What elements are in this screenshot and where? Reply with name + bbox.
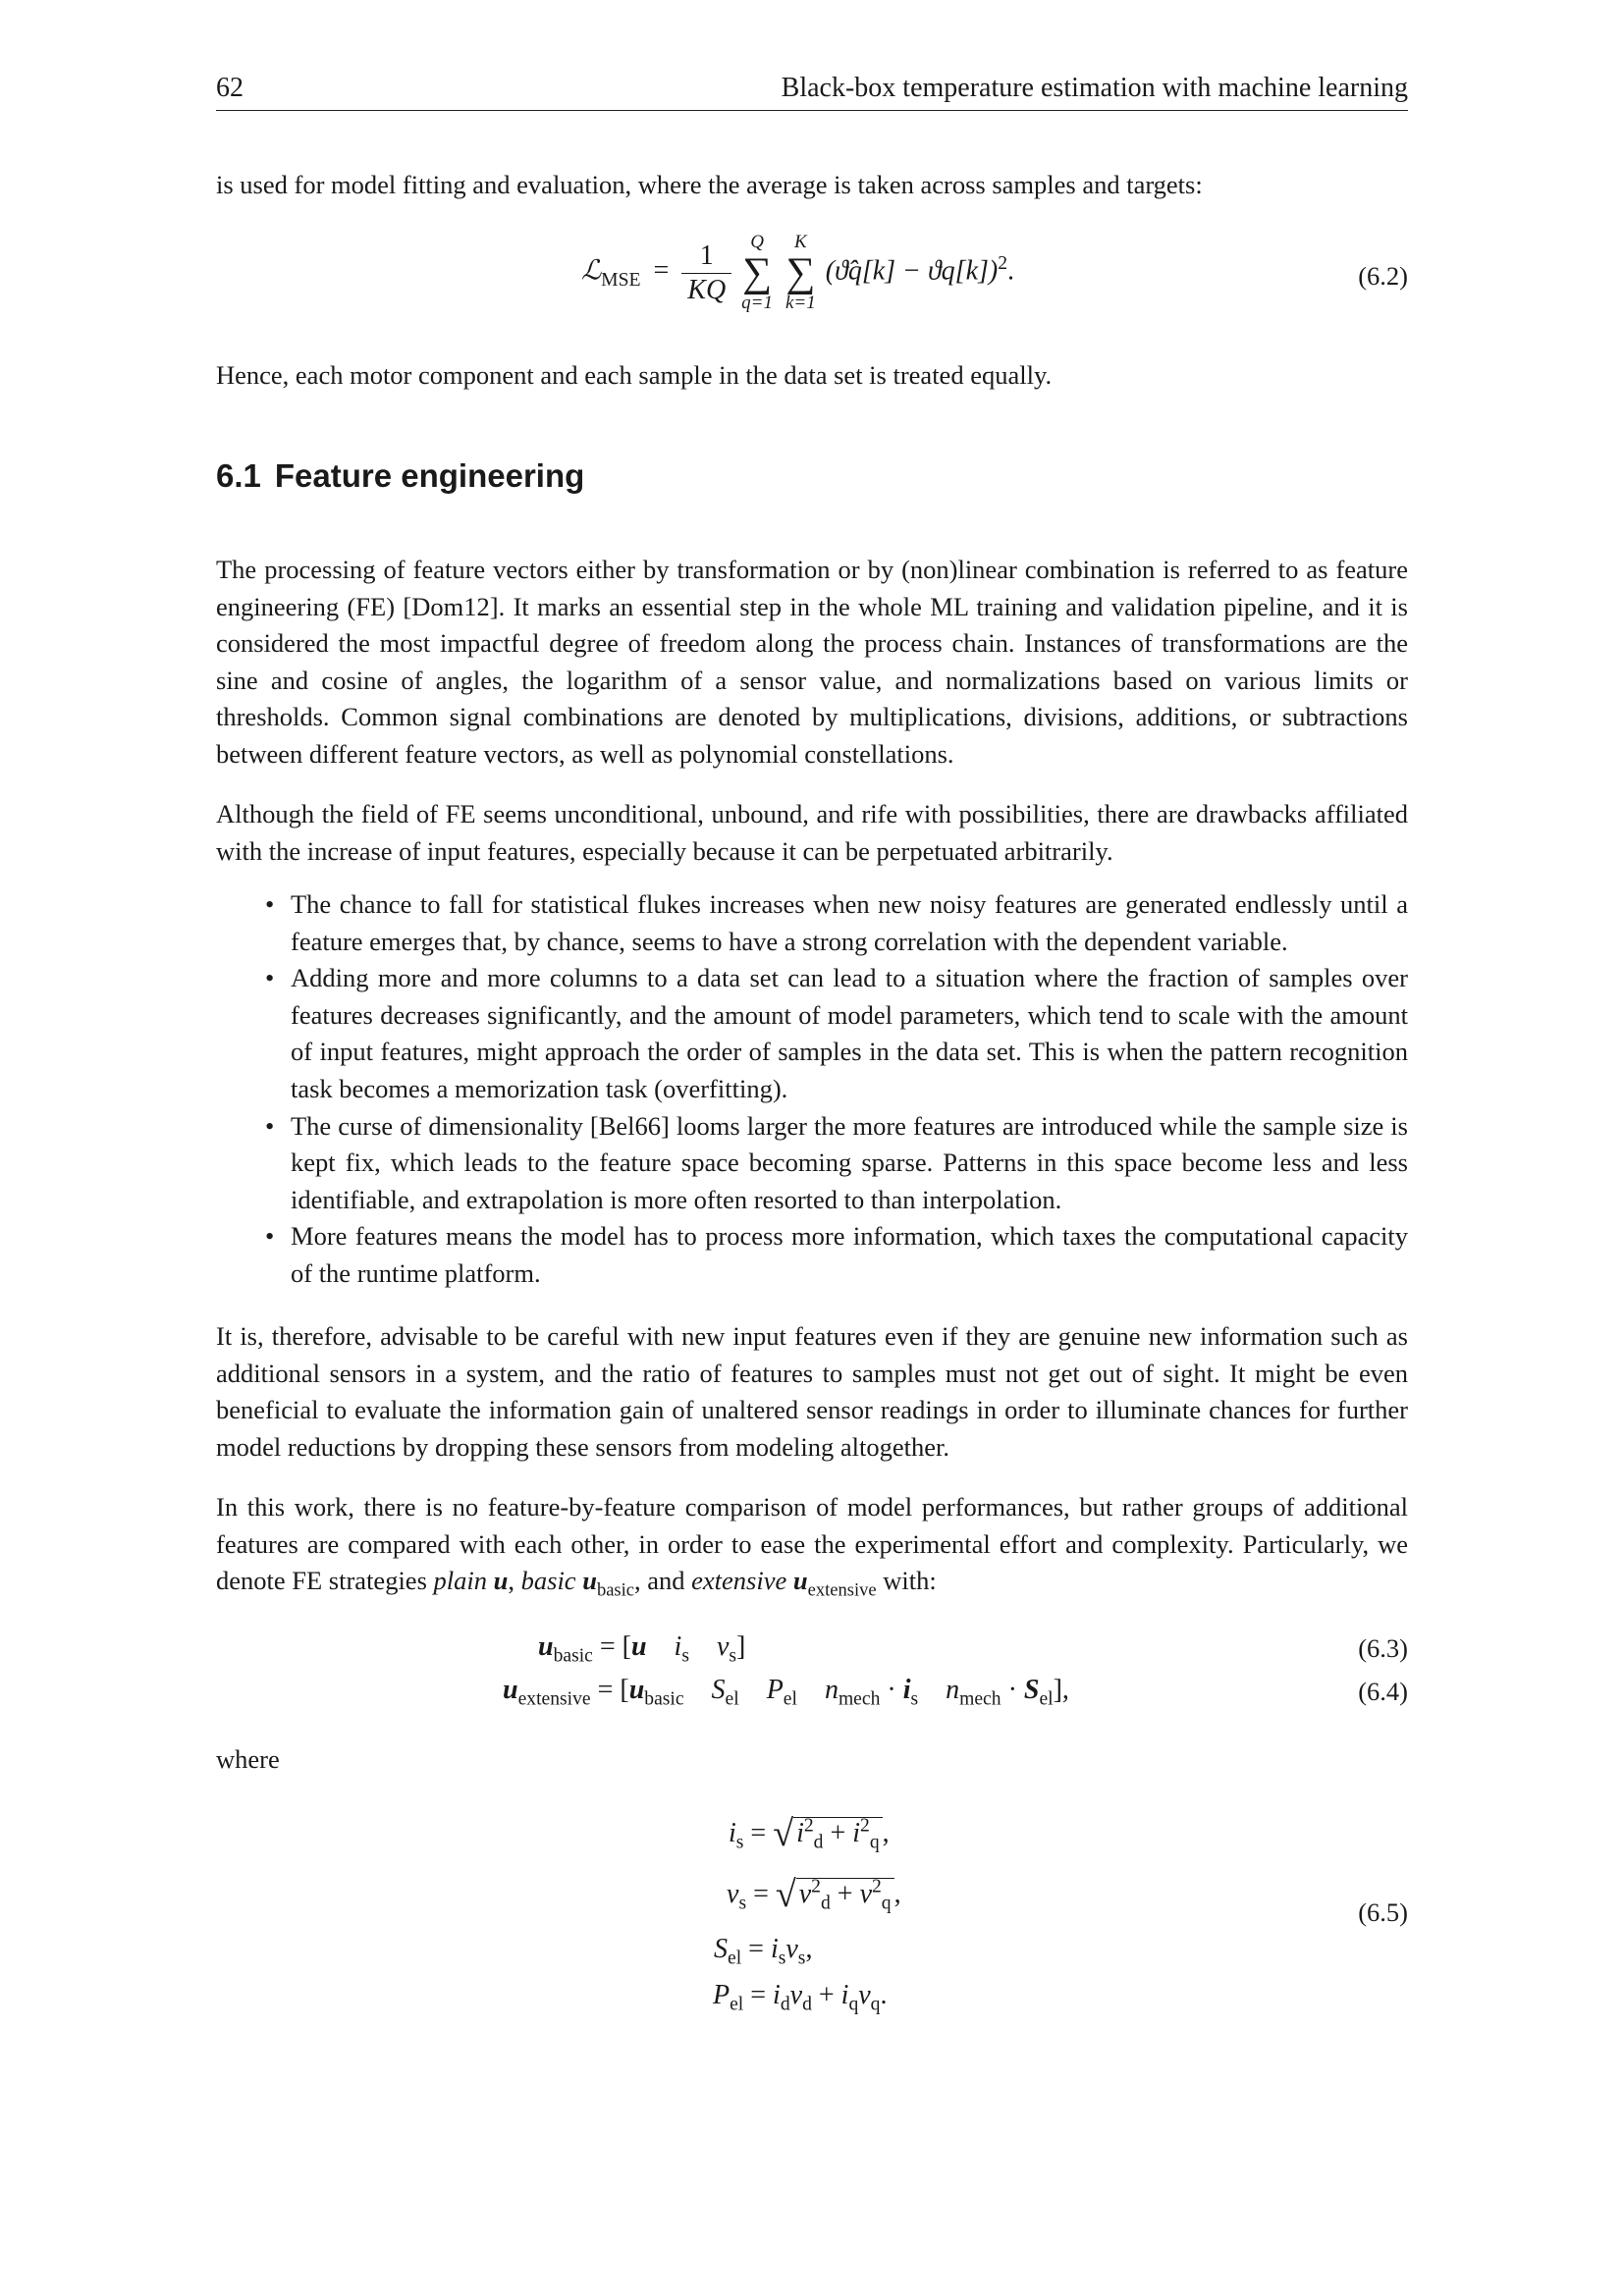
sum-k-lower: k=1 [785,293,816,313]
sigma-icon: ∑ [742,250,773,295]
section-title: Feature engineering [274,457,585,494]
sum-k-upper: K [794,232,807,252]
sum-body: (ϑ̂q[k] − ϑq[k]) [825,255,999,287]
equation-number-6-4: (6.4) [1358,1677,1408,1706]
list-item-text: The chance to fall for statistical flukes increases when new noisy features are generated endlessly until a feature emerges that, by chance, seems to have a strong correlation with the dependent variable. [291,889,1408,956]
list-item [216,1108,1408,1219]
paragraph-fe-definition: The processing of feature vectors either by transformation or by (non)linear combination is referred to as feature engineering (FE) [Dom12]. It marks an essential step in the whole ML training and validation pipeline, and it is considered the most impactful degree of freedom along the process chain. Instances of transformations are the sine and cosine of angles, the logarithm of a sensor value, and normalizations based on various limits or thresholds. Common signal combinations are denoted by multiplications, divisions, additions, or subtractions between different feature vectors, as well as polynomial constellations. [216,555,1408,769]
sum-q-lower: q=1 [741,293,773,313]
sum-over-k [785,232,816,314]
equation-6-3: $u_{basic} = [u$ $i_s$ $v_s$] [538,1631,746,1667]
list-item-text: Adding more and more columns to a data set can lead to a situation where the fraction of samples over features decreases significantly, and the amount of model parameters, which tend to scale with the amount of input features, might approach the order of samples in the data set. This is when the pattern recognition task becomes a memorization task (overfitting). [291,963,1408,1103]
after-equation-line: Hence, each motor component and each sample in the data set is treated equally. [216,360,1053,390]
equation-number-6-5: (6.5) [1358,1897,1408,1927]
sum-over-q [741,232,773,314]
strategies-end: with: [876,1566,937,1596]
sum-q-upper: Q [750,232,764,252]
fraction-numerator: 1 [681,240,731,274]
extensive-subscript: extensive [807,1579,877,1601]
paragraph-caution: It is, therefore, advisable to be careful with new input features even if they are genuine new information such as additional sensors in a system, and the ratio of features to samples must not get out of sight. It might be even beneficial to evaluate the information gain of unaltered sensor readings in order to illuminate chances for further model reductions by dropping these sensors from modeling altogether. [216,1321,1408,1462]
list-item [216,886,1408,960]
bullet-icon: • [265,963,275,993]
pel-definition: $P_{el} = i_dv_d + i_qv_q$. [713,1980,888,2015]
list-item-text: More features means the model has to process more information, which taxes the computational capacity of the runtime platform. [291,1221,1408,1288]
fraction [681,240,731,307]
separator: , [508,1566,521,1596]
list-item-text: The curse of dimensionality [Bel66] looms larger the more features are introduced while the sample size is kept fix, which leads to the feature space becoming sparse. Patterns in this space become less and less identifiable, and extrapolation is more often resorted to than interpolation. [291,1110,1408,1214]
extensive-label: extensive [691,1566,787,1596]
bullet-icon: • [265,1221,275,1252]
strategies-text: In this work, there is no feature-by-feature comparison of model performances, but rather groups of additional features are compared with each other, in order to ease the experimental effort and complexity. Particularly, we denote FE strategies [216,1492,1408,1596]
plain-label: plain [433,1566,487,1596]
bullet-icon: • [265,889,275,919]
section-heading [216,457,584,495]
intro-line: is used for model fitting and evaluation, where the average is taken across samples and targets: [216,170,1203,199]
list-item [216,960,1408,1107]
is-definition: $i_s$ = √ $i^2_d + i^2_q$ , [729,1813,890,1854]
bullet-icon: • [265,1110,275,1141]
vs-definition: $v_s$ = √ $v^2_d + v^2_q$ , [727,1874,901,1915]
equation-6-2: ℒ$_{MSE}$ = $\frac{1}{KQ}$ Q ∑ q=1 K ∑ k=1 (ϑ̂q[k] − ϑq[k])$^2$. [581,232,1015,313]
equation-number-6-3: (6.3) [1358,1633,1408,1663]
list-item [216,1218,1408,1292]
where-label: where [216,1744,280,1774]
square-exponent: 2 [998,253,1008,275]
section-number: 6.1 [216,457,261,494]
equation-number-6-2: (6.2) [1358,261,1408,291]
loss-symbol: ℒ [581,255,602,287]
paragraph-fe-strategies: In this work, there is no feature-by-feature comparison of model performances, but rather groups of additional features are compared with each other, in order to ease the experimental effort and complexity. Particularly, we denote FE strategies plain u, basic $u_{basic}$, and extensive $u_{extensive}$ with: [216,1492,1408,1601]
separator: , and [634,1566,692,1596]
sel-definition: $S_{el} = i_sv_s$, [714,1934,813,1969]
basic-label: basic [520,1566,576,1596]
page-number: 62 [216,73,244,103]
paragraph-fe-drawbacks: Although the field of FE seems unconditional, unbound, and rife with possibilities, there are drawbacks affiliated with the increase of input features, especially because it can be perpetuated arbitrarily. [216,799,1408,866]
running-title: Black-box temperature estimation with machine learning [781,73,1408,103]
running-header [216,71,1408,111]
fraction-denominator: KQ [687,274,727,305]
basic-subscript: basic [596,1579,635,1601]
drawback-list [216,886,1408,1293]
equation-6-4: $u_{extensive} = [u_{basic}$ $S_{el}$ $P_{el}$ $n_{mech} \cdot i_s$ $n_{mech} \cdot S_{el}$], [503,1675,1069,1710]
loss-subscript: MSE [601,270,641,292]
sigma-icon: ∑ [785,250,816,295]
eq-period: . [1007,255,1015,287]
